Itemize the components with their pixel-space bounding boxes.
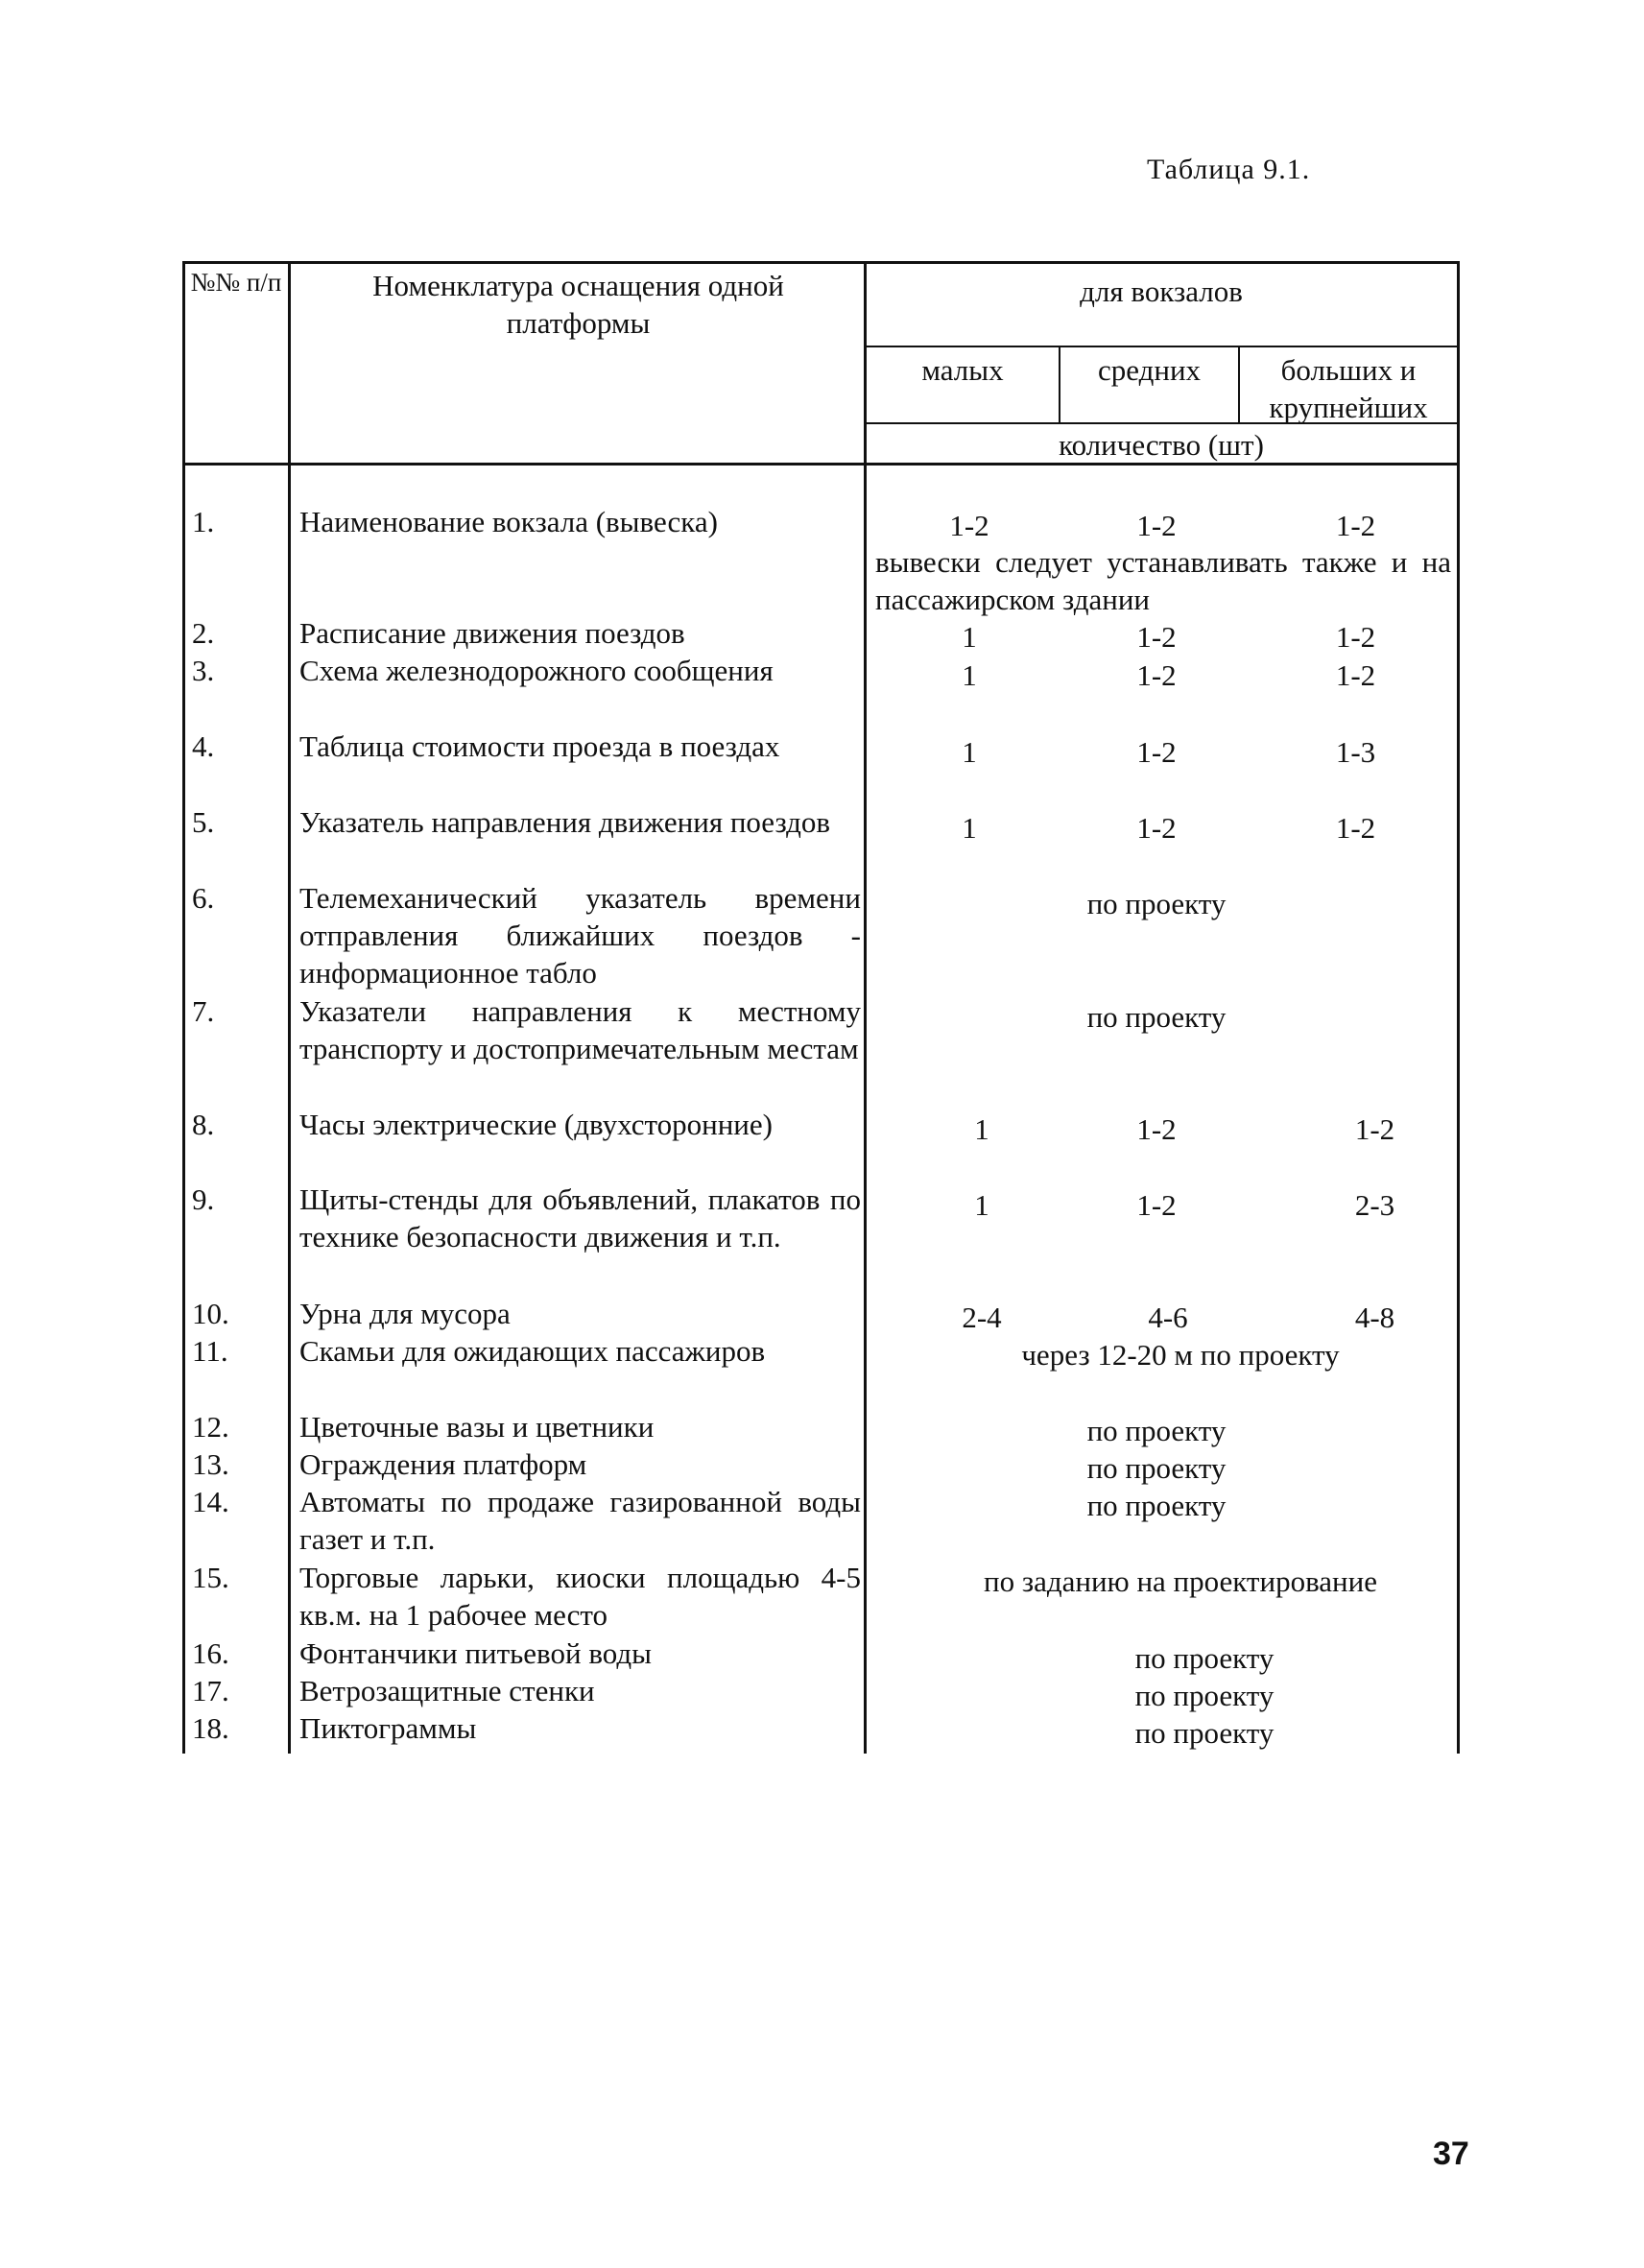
row-small: 1 [962,620,977,654]
row-small: 1 [962,735,977,769]
row-value: по проекту [1086,887,1227,920]
row-small: 1 [974,1188,989,1222]
row-number: 8. [192,1108,215,1141]
header-col-large: больших и крупнейших [1269,353,1428,424]
row-number: 5. [192,805,215,839]
row-large: 1-2 [1335,509,1376,542]
row-large: 2-3 [1354,1188,1395,1222]
row-value: по проекту [1134,1679,1275,1712]
row-name: Указатель направления движения поездов [299,805,831,839]
row-number: 3. [192,654,215,687]
row-small: 1 [962,811,977,845]
row-large: 1-2 [1354,1112,1395,1146]
header-num-col: №№ п/п [190,268,282,297]
table-caption: Таблица 9.1. [1147,154,1311,185]
row-name: Расписание движения поездов [299,616,685,650]
row-medium: 1-2 [1136,509,1177,542]
row-name: Торговые ларьки, киоски площадью 4-5 кв.м. на 1 рабочее место [299,1561,861,1632]
row-number: 4. [192,729,215,763]
row-name: Цветочные вазы и цветники [299,1410,655,1444]
row-name: Пиктограммы [299,1711,477,1745]
row-large: 1-3 [1335,735,1376,769]
row-note: вывески следует устанавливать также и на пассажирском здании [875,545,1451,616]
row-number: 2. [192,616,215,650]
row-medium: 1-2 [1136,735,1177,769]
row-large: 1-2 [1335,620,1376,654]
row-name: Телемеханический указатель времени отправления ближайших поездов - информационное табло [299,881,861,990]
row-large: 1-2 [1335,658,1376,692]
row-number: 15. [192,1561,229,1594]
row-small: 2-4 [962,1301,1002,1334]
row-small: 1 [974,1112,989,1146]
row-name: Ветрозащитные стенки [299,1674,595,1707]
row-name: Скамьи для ожидающих пассажиров [299,1334,766,1368]
header-col-small: малых [921,353,1004,387]
row-large: 1-2 [1335,811,1376,845]
row-name: Наименование вокзала (вывеска) [299,505,718,538]
row-number: 7. [192,994,215,1028]
row-number: 18. [192,1711,229,1745]
row-name: Часы электрические (двухсторонние) [299,1108,773,1141]
row-value: по проекту [1134,1716,1275,1750]
row-value: через 12-20 м по проекту [1021,1338,1340,1372]
row-medium: 1-2 [1136,620,1177,654]
row-value: по проекту [1086,1000,1227,1034]
row-number: 11. [192,1334,228,1368]
row-number: 6. [192,881,215,915]
row-number: 12. [192,1410,229,1444]
header-col-medium: средних [1097,353,1202,387]
header-name-col: Номенклатура оснащения одной платформы [372,269,784,340]
row-number: 17. [192,1674,229,1707]
page-number: 37 [1433,2136,1469,2172]
row-number: 9. [192,1182,215,1216]
row-name: Таблица стоимости проезда в поездах [299,729,780,763]
row-medium: 1-2 [1136,658,1177,692]
row-medium: 1-2 [1136,811,1177,845]
row-name: Схема железнодорожного сообщения [299,654,774,687]
row-value: по проекту [1134,1641,1275,1675]
row-value: по заданию на проектирование [983,1564,1377,1598]
row-name: Автоматы по продаже газированной воды газет и т.п. [299,1485,861,1556]
row-small: 1-2 [949,509,989,542]
row-name: Фонтанчики питьевой воды [299,1636,652,1670]
row-name: Указатели направления к местному транспорту и достопримечательным местам [299,994,861,1065]
row-value: по проекту [1086,1414,1227,1447]
row-number: 10. [192,1297,229,1330]
row-number: 16. [192,1636,229,1670]
row-value: по проекту [1086,1489,1227,1522]
row-medium: 1-2 [1136,1188,1177,1222]
header-stations-group: для вокзалов [1080,275,1243,308]
row-number: 13. [192,1447,229,1481]
row-value: по проекту [1086,1451,1227,1485]
row-number: 14. [192,1485,229,1518]
row-medium: 4-6 [1148,1301,1188,1334]
header-unit-row: количество (шт) [1059,428,1264,462]
row-name: Ограждения платформ [299,1447,587,1481]
row-small: 1 [962,658,977,692]
row-name: Щиты-стенды для объявлений, плакатов по технике безопасности движения и т.п. [299,1182,861,1253]
row-medium: 1-2 [1136,1112,1177,1146]
row-name: Урна для мусора [299,1297,511,1330]
row-number: 1. [192,505,215,538]
row-large: 4-8 [1354,1301,1395,1334]
